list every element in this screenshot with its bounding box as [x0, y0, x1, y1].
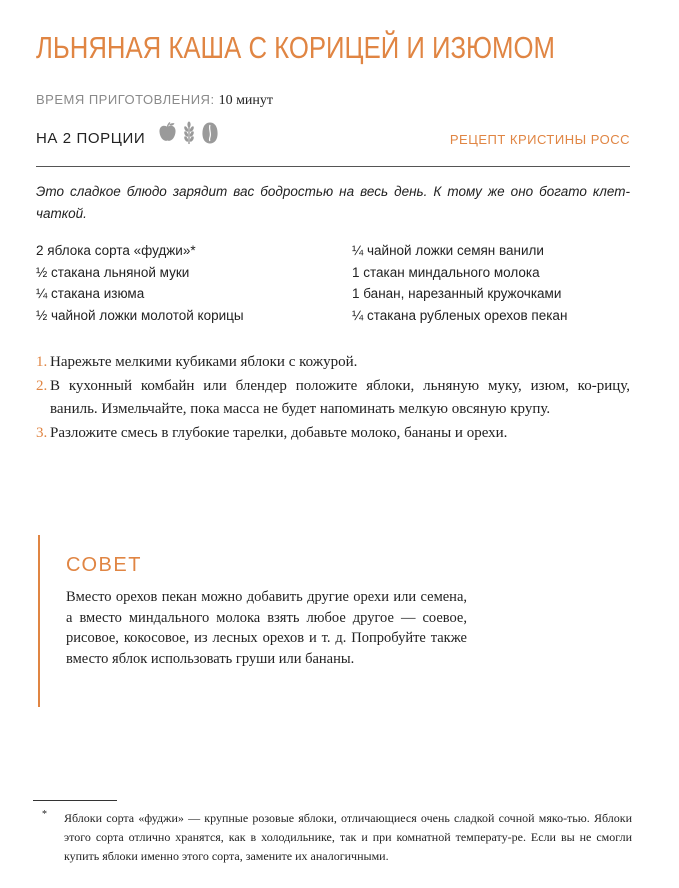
step-number: 2. [36, 377, 48, 394]
ingredient-item: ¼ чайной ложки семян ванили [352, 243, 544, 258]
recipe-author: РЕЦЕПТ КРИСТИНЫ РОСС [449, 132, 630, 147]
step-number: 3. [36, 424, 48, 441]
ingredient-item: 1 стакан миндального молока [352, 264, 540, 280]
prep-time [36, 91, 273, 109]
tip-title: СОВЕТ [66, 554, 142, 576]
ingredient-item: ¼ стакана изюма [36, 286, 145, 302]
header-divider [36, 166, 630, 167]
apple-icon [158, 121, 177, 143]
wheat-icon [181, 121, 197, 145]
recipe-intro: Это сладкое блюдо зарядит вас бодростью на весь день. К тому же оно богато клет-чаткой. [36, 184, 630, 221]
step-item [36, 375, 630, 422]
prep-time-value: 10 минут [218, 93, 274, 108]
ingredient-item: 2 яблока сорта «фуджи»* [36, 243, 196, 258]
step-text: Разложите смесь в глубокие тарелки, добавьте молоко, бананы и орехи. [50, 424, 508, 441]
ingredient-item: ½ чайной ложки молотой корицы [36, 308, 244, 324]
ingredients-left [36, 240, 244, 327]
footnote [44, 809, 632, 867]
nut-icon [201, 121, 219, 145]
footnote-text: Яблоки сорта «фуджи» — крупные розовые яблоки, отличающиеся очень сладкой сочной мяко-тью. Яблоки этого сорта отлично хранятся, как в холодильнике, так и при комнатной температу-ре. Если вы не смогли купить яблоки именно этого сорта, замените их аналогичными. [64, 811, 632, 864]
diet-icons [158, 121, 219, 145]
step-text: В кухонный комбайн или блендер положите яблоки, льняную муку, изюм, ко-рицу, ваниль. Измельчайте, пока масса не будет напоминать мелкую овсяную крупу. [50, 377, 630, 417]
prep-time-label: ВРЕМЯ ПРИГОТОВЛЕНИЯ: [36, 92, 215, 107]
tip-accent-bar [38, 535, 40, 707]
recipe-title: ЛЬНЯНАЯ КАША С КОРИЦЕЙ И ИЗЮМОМ [36, 30, 555, 65]
footnote-divider [33, 800, 117, 801]
footnote-mark: * [42, 809, 47, 820]
ingredient-item: 1 банан, нарезанный кружочками [352, 286, 562, 302]
ingredient-item: ¼ стакана рубленых орехов пекан [352, 308, 568, 324]
ingredient-item: ½ стакана льняной муки [36, 264, 190, 280]
tip-text: Вместо орехов пекан можно добавить другие орехи или семена, а вместо миндального молока взять любое другое — соевое, рисовое, кокосовое, из лесных орехов и т. д. Попробуйте также вместо яблок использовать груши или бананы. [66, 589, 467, 667]
servings: НА 2 ПОРЦИИ [36, 130, 146, 147]
step-text: Нарежьте мелкими кубиками яблоки с кожурой. [50, 354, 358, 370]
ingredients-right [352, 240, 567, 327]
step-item [36, 351, 630, 375]
step-item [36, 422, 630, 446]
step-number: 1. [36, 354, 48, 370]
recipe-steps [36, 351, 630, 445]
